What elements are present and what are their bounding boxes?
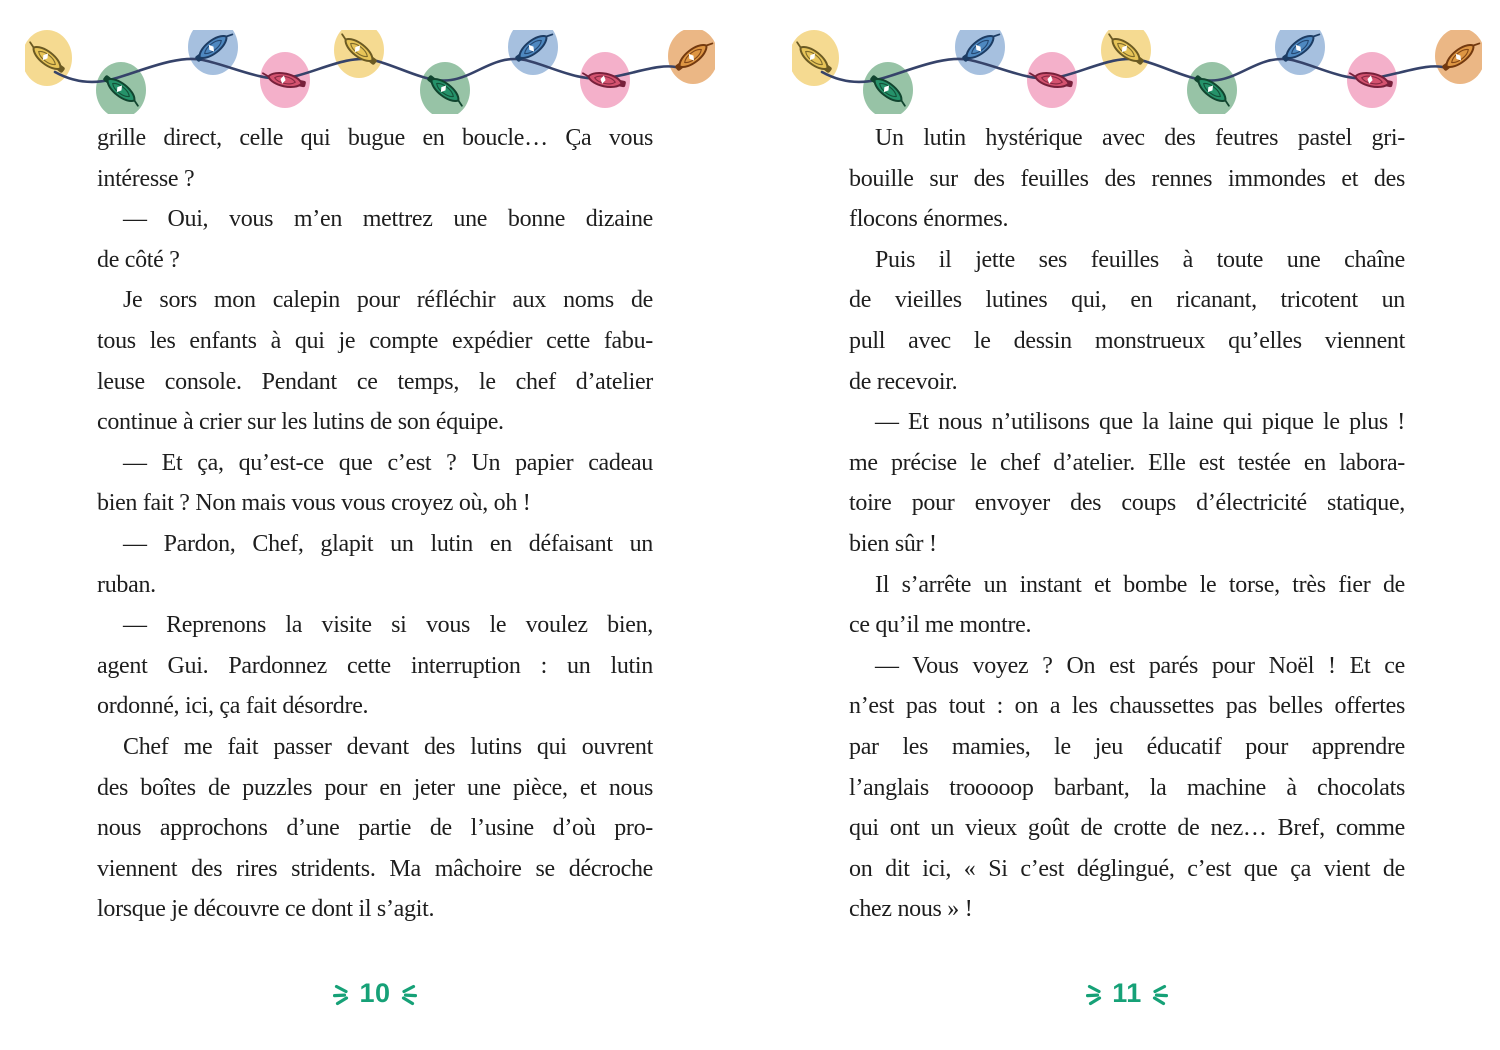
- text-line: — Et nous n’utilisons que la laine qui pique le plus !: [875, 409, 1405, 436]
- paragraph: [97, 524, 653, 605]
- page-number-label: 10: [359, 978, 391, 1008]
- paragraph: [849, 565, 1405, 646]
- text-line: de recevoir.: [849, 368, 958, 395]
- paragraph: [849, 240, 1405, 402]
- string-lights-garland: [25, 30, 715, 114]
- text-line: leuse console. Pendant ce temps, le chef d’atelier: [97, 368, 653, 395]
- text-line: bien fait ? Non mais vous vous croyez où, oh !: [97, 490, 531, 517]
- page-text-left: [97, 118, 653, 930]
- page-number-label: 11: [1112, 978, 1142, 1008]
- paragraph: [849, 402, 1405, 564]
- text-line: Je sors mon calepin pour réfléchir aux noms de: [123, 287, 653, 314]
- paragraph: [849, 118, 1405, 240]
- text-line: Il s’arrête un instant et bombe le torse, très fier de: [875, 571, 1405, 598]
- text-line: grille direct, celle qui bugue en boucle… Ça vous: [97, 125, 653, 151]
- text-line: me précise le chef d’atelier. Elle est testée en labora-: [849, 449, 1405, 476]
- text-line: l’anglais trooooop barbant, la machine à chocolats: [849, 774, 1405, 801]
- text-line: bien sûr !: [849, 530, 937, 557]
- paragraph: [97, 118, 653, 199]
- text-line: bouille sur des feuilles des rennes immondes et des: [849, 165, 1405, 192]
- spark-right-icon: [400, 983, 417, 1007]
- page-number: [97, 979, 653, 1010]
- text-line: Un lutin hystérique avec des feutres pastel gri-: [875, 125, 1405, 151]
- page-text-right: [849, 118, 1405, 930]
- spark-right-icon: [1151, 983, 1168, 1007]
- paragraph: [97, 727, 653, 930]
- paragraph: [849, 646, 1405, 930]
- paragraph: [97, 280, 653, 442]
- text-line: des boîtes de puzzles pour en jeter une pièce, et nous: [97, 774, 653, 801]
- page-number: [849, 979, 1405, 1010]
- text-line: de côté ?: [97, 246, 180, 273]
- text-line: ce qu’il me montre.: [849, 612, 1032, 639]
- text-line: ordonné, ici, ça fait désordre.: [97, 693, 369, 720]
- paragraph: [97, 605, 653, 727]
- text-line: viennent des rires stridents. Ma mâchoire se décroche: [97, 855, 653, 882]
- text-line: par les mamies, le jeu éducatif pour apprendre: [849, 733, 1405, 760]
- string-lights-garland: [792, 30, 1482, 114]
- text-line: n’est pas tout : on a les chaussettes pas belles offertes: [849, 693, 1405, 720]
- text-line: Chef me fait passer devant des lutins qui ouvrent: [123, 733, 653, 760]
- text-line: on dit ici, « Si c’est déglingué, c’est que ça vient de: [849, 855, 1405, 882]
- text-line: — Pardon, Chef, glapit un lutin en défaisant un: [123, 530, 653, 557]
- spark-left-icon: [1086, 983, 1103, 1007]
- text-line: flocons énormes.: [849, 206, 1009, 233]
- text-line: pull avec le dessin monstrueux qu’elles viennent: [849, 327, 1405, 354]
- text-line: — Et ça, qu’est-ce que c’est ? Un papier cadeau: [123, 449, 653, 476]
- text-line: continue à crier sur les lutins de son équipe.: [97, 409, 504, 436]
- spark-left-icon: [333, 983, 350, 1007]
- text-line: tous les enfants à qui je compte expédier cette fabu-: [97, 327, 653, 354]
- paragraph: [97, 443, 653, 524]
- text-line: ruban.: [97, 571, 156, 598]
- text-line: chez nous » !: [849, 896, 973, 923]
- text-line: — Vous voyez ? On est parés pour Noël ! Et ce: [875, 652, 1405, 679]
- text-line: nous approchons d’une partie de l’usine d’où pro-: [97, 815, 653, 842]
- paragraph: [97, 199, 653, 280]
- text-line: toire pour envoyer des coups d’électricité statique,: [849, 490, 1405, 517]
- text-line: agent Gui. Pardonnez cette interruption : un lutin: [97, 652, 653, 679]
- text-line: qui ont un vieux goût de crotte de nez… Bref, comme: [849, 815, 1405, 842]
- text-line: — Reprenons la visite si vous le voulez bien,: [123, 612, 653, 639]
- text-line: — Oui, vous m’en mettrez une bonne dizaine: [123, 206, 653, 233]
- text-line: lorsque je découvre ce dont il s’agit.: [97, 896, 435, 923]
- text-line: Puis il jette ses feuilles à toute une chaîne: [875, 246, 1405, 273]
- text-line: de vieilles lutines qui, en ricanant, tricotent un: [849, 287, 1405, 314]
- text-line: intéresse ?: [97, 165, 195, 192]
